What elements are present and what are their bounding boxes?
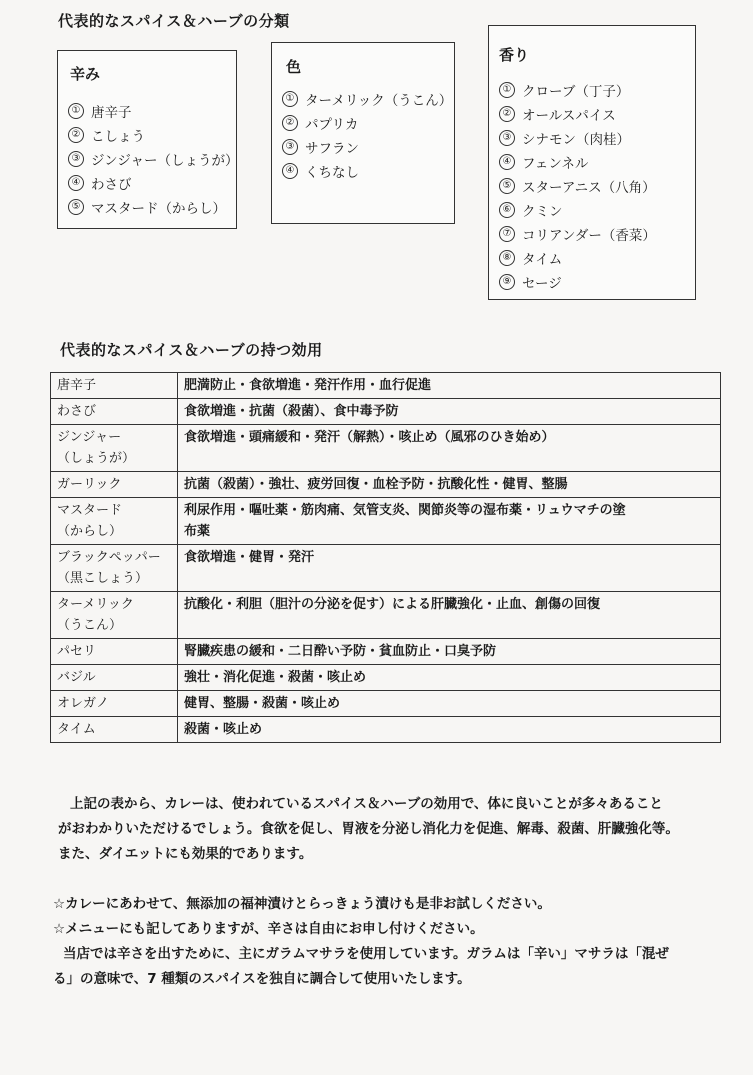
item-label: こしょう	[91, 129, 145, 145]
table-row	[51, 373, 721, 399]
classification-item	[68, 123, 239, 147]
effect-cell	[178, 545, 721, 592]
effect-cell	[178, 399, 721, 425]
table-row	[51, 545, 721, 592]
classification-item	[499, 126, 656, 150]
spice-name: バジル	[57, 670, 96, 685]
classification-item	[282, 87, 452, 111]
effect-cell	[178, 592, 721, 639]
item-label: コリアンダー（香菜）	[522, 228, 656, 244]
table-row	[51, 472, 721, 498]
color-list	[282, 87, 452, 183]
effect-text: 食欲増進・抗菌（殺菌）、食中毒予防	[184, 404, 399, 419]
item-number: ④	[282, 163, 298, 179]
spice-name: ターメリック	[57, 597, 134, 612]
classification-title: 代表的なスパイス＆ハーブの分類	[58, 12, 290, 30]
table-row	[51, 665, 721, 691]
item-label: セージ	[522, 276, 562, 292]
note-line: ☆カレーにあわせて、無添加の福神漬けとらっきょう漬けも是非お試しください。	[53, 896, 551, 912]
table-row	[51, 717, 721, 743]
effect-cell	[178, 373, 721, 399]
classification-item	[68, 147, 239, 171]
item-number: ⑦	[499, 226, 515, 242]
classification-item	[282, 111, 452, 135]
classification-item	[499, 78, 656, 102]
item-number: ②	[282, 115, 298, 131]
item-number: ⑧	[499, 250, 515, 266]
item-number: ②	[499, 106, 515, 122]
item-label: 唐辛子	[91, 105, 132, 121]
classification-item	[499, 150, 656, 174]
classification-item	[282, 135, 452, 159]
note-line: る」の意味で、7 種類のスパイスを独自に調合して使用いたします。	[53, 971, 471, 987]
classification-item	[499, 174, 656, 198]
note-line: 当店では辛さを出すために、主にガラムマサラを使用しています。ガラムは「辛い」マサラは「混ぜ	[63, 946, 669, 962]
color-box	[271, 42, 455, 224]
spice-name: （からし）	[57, 524, 123, 539]
summary-line: 上記の表から、カレーは、使われているスパイス＆ハーブの効用で、体に良いことが多々あること	[70, 796, 663, 812]
classification-item	[282, 159, 452, 183]
table-row	[51, 639, 721, 665]
item-number: ⑨	[499, 274, 515, 290]
spice-name: （黒こしょう）	[57, 571, 149, 586]
effect-cell	[178, 717, 721, 743]
effect-text: 利尿作用・嘔吐薬・筋肉痛、気管支炎、関節炎等の湿布薬・リュウマチの塗	[184, 503, 626, 518]
spice-name: （しょうが）	[57, 451, 136, 466]
item-label: フェンネル	[522, 156, 589, 172]
item-number: ③	[68, 151, 84, 167]
classification-item	[68, 99, 239, 123]
effect-cell	[178, 639, 721, 665]
effects-table	[50, 372, 721, 743]
item-number: ④	[499, 154, 515, 170]
table-row	[51, 399, 721, 425]
spicy-heading: 辛み	[70, 65, 101, 83]
item-number: ④	[68, 175, 84, 191]
spice-name-cell	[51, 472, 178, 498]
item-label: タイム	[522, 252, 563, 268]
item-number: ⑤	[68, 199, 84, 215]
item-label: マスタード（からし）	[91, 201, 226, 217]
aroma-list	[499, 78, 656, 294]
spice-name-cell	[51, 665, 178, 691]
item-label: サフラン	[305, 141, 359, 157]
item-label: スターアニス（八角）	[522, 180, 656, 196]
item-label: クローブ（丁子）	[522, 84, 630, 100]
aroma-box	[488, 25, 696, 300]
classification-item	[499, 102, 656, 126]
item-number: ①	[68, 103, 84, 119]
item-number: ①	[499, 82, 515, 98]
effect-text: 食欲増進・頭痛緩和・発汗（解熱）・咳止め（風邪のひき始め）	[184, 430, 555, 445]
classification-item	[499, 222, 656, 246]
note-line: ☆メニューにも記してありますが、辛さは自由にお申し付けください。	[53, 921, 484, 937]
table-row	[51, 592, 721, 639]
table-row	[51, 498, 721, 545]
spice-name-cell	[51, 425, 178, 472]
effect-cell	[178, 691, 721, 717]
notes-paragraph	[53, 892, 743, 992]
classification-item	[499, 246, 656, 270]
spice-name: わさび	[57, 404, 97, 419]
spice-name: ガーリック	[57, 477, 122, 492]
spice-name: タイム	[57, 722, 96, 737]
effect-cell	[178, 425, 721, 472]
table-row	[51, 691, 721, 717]
effect-text: 布薬	[184, 524, 211, 539]
summary-paragraph	[58, 792, 738, 867]
spice-name: ブラックペッパー	[57, 550, 161, 565]
spicy-list	[68, 99, 239, 219]
effect-cell	[178, 472, 721, 498]
effect-text: 強壮・消化促進・殺菌・咳止め	[184, 670, 367, 685]
effect-cell	[178, 498, 721, 545]
item-number: ⑥	[499, 202, 515, 218]
item-number: ③	[499, 130, 515, 146]
effect-text: 腎臓疾患の緩和・二日酔い予防・貧血防止・口臭予防	[184, 644, 497, 659]
spice-name-cell	[51, 717, 178, 743]
classification-item	[68, 195, 239, 219]
spice-name-cell	[51, 639, 178, 665]
effect-text: 抗酸化・利胆（胆汁の分泌を促す）による肝臓強化・止血、創傷の回復	[184, 597, 601, 612]
spice-name: 唐辛子	[57, 378, 97, 393]
effect-cell	[178, 665, 721, 691]
spice-name: マスタード	[57, 503, 123, 518]
effect-text: 食欲増進・健胃・発汗	[184, 550, 315, 565]
spice-name-cell	[51, 545, 178, 592]
item-number: ①	[282, 91, 298, 107]
spice-name-cell	[51, 399, 178, 425]
item-label: ターメリック（うこん）	[305, 93, 453, 109]
spice-name: ジンジャー	[57, 430, 122, 445]
spice-name-cell	[51, 498, 178, 545]
effects-title: 代表的なスパイス＆ハーブの持つ効用	[60, 341, 323, 359]
classification-item	[499, 198, 656, 222]
classification-item	[68, 171, 239, 195]
item-label: シナモン（肉桂）	[522, 132, 630, 148]
effect-text: 殺菌・咳止め	[184, 722, 263, 737]
item-label: クミン	[522, 204, 563, 220]
effect-text: 抗菌（殺菌）・強壮、疲労回復・血栓予防・抗酸化性・健胃、整腸	[184, 477, 568, 492]
table-row	[51, 425, 721, 472]
color-heading: 色	[286, 58, 302, 76]
classification-item	[499, 270, 656, 294]
effect-text: 肥満防止・食欲増進・発汗作用・血行促進	[184, 378, 432, 393]
spicy-box	[57, 50, 237, 229]
summary-line: がおわかりいただけるでしょう。食欲を促し、胃液を分泌し消化力を促進、解毒、殺菌、肝臓強化等。	[58, 821, 679, 837]
item-label: ジンジャー（しょうが）	[91, 153, 239, 169]
item-label: パプリカ	[305, 117, 359, 133]
item-number: ③	[282, 139, 298, 155]
item-number: ⑤	[499, 178, 515, 194]
spice-name: （うこん）	[57, 618, 123, 633]
spice-name-cell	[51, 373, 178, 399]
spice-name-cell	[51, 691, 178, 717]
summary-line: また、ダイエットにも効果的であります。	[58, 846, 313, 862]
item-label: オールスパイス	[522, 108, 616, 124]
item-label: わさび	[91, 177, 132, 193]
spice-name-cell	[51, 592, 178, 639]
spice-name: パセリ	[57, 644, 97, 659]
spice-name: オレガノ	[57, 696, 110, 711]
item-number: ②	[68, 127, 84, 143]
aroma-heading: 香り	[499, 46, 530, 64]
item-label: くちなし	[305, 165, 359, 181]
effect-text: 健胃、整腸・殺菌・咳止め	[184, 696, 341, 711]
